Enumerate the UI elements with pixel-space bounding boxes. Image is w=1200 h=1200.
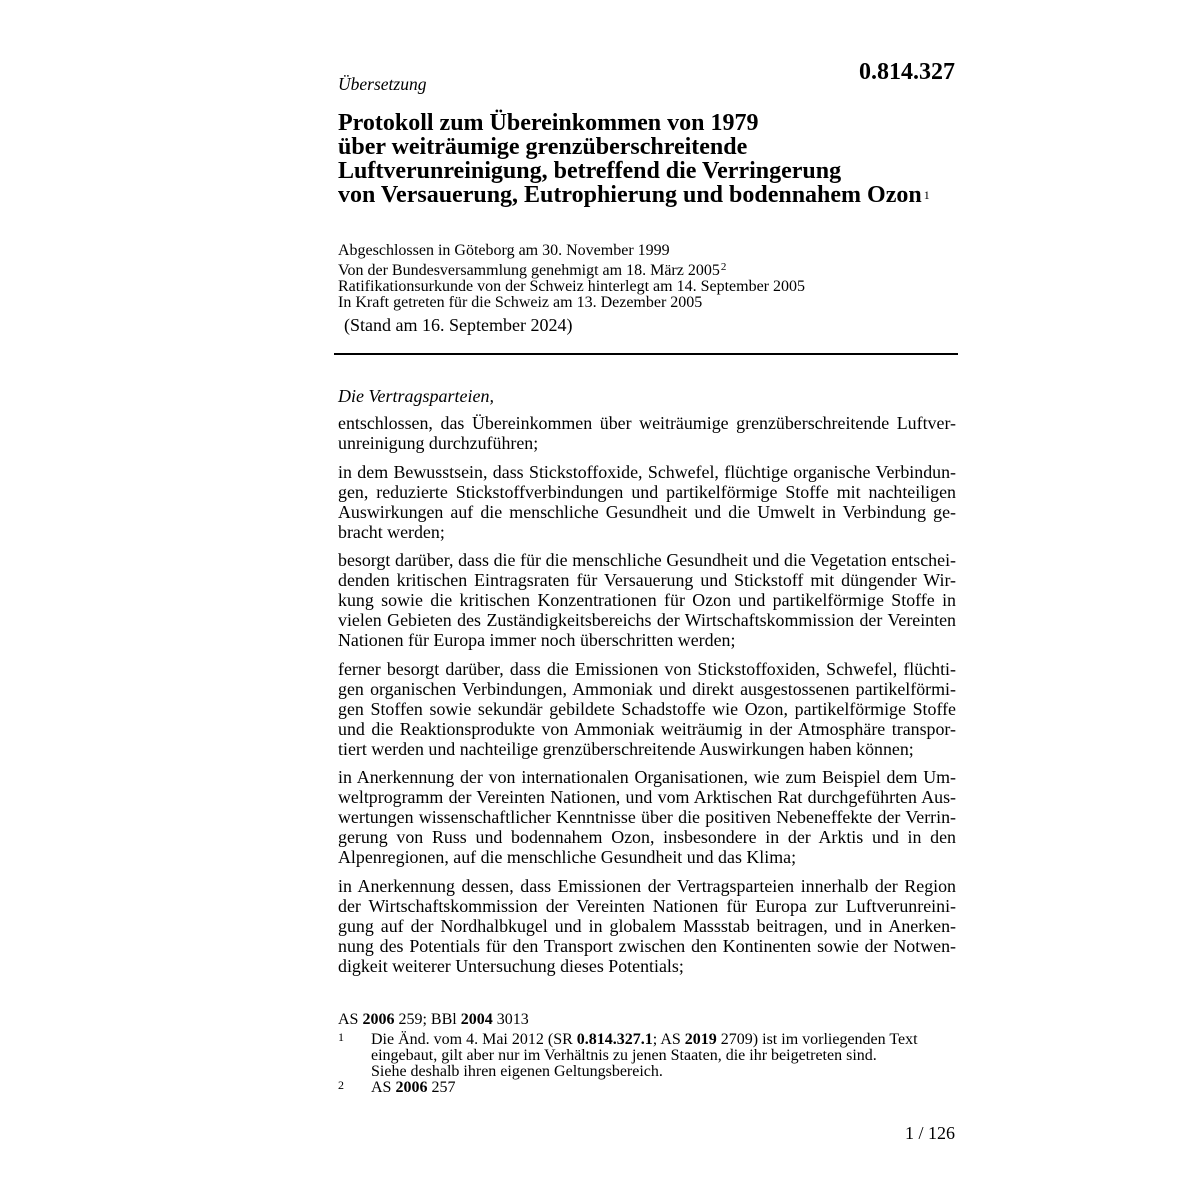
preamble-paragraph (338, 550, 956, 650)
preamble-line: in Anerkennung dessen, dass Emissionen der Vertragsparteien innerhalb der Region (338, 875, 956, 896)
metadata-ratification: Ratifikationsurkunde von der Schweiz hinterlegt am 14. September 2005 (338, 278, 805, 295)
preamble-line: bracht werden; (338, 521, 445, 542)
footnote-number: 1 (338, 1030, 344, 1044)
footnote-number: 2 (338, 1078, 344, 1092)
metadata-approved-text: Von der Bundesversammlung genehmigt am 18. März 2005 (338, 262, 720, 279)
source-year: 2006 (362, 1011, 395, 1028)
preamble-line: weltprogramm der Vereinten Nationen, und vom Arktischen Rat durchgeführten Aus- (338, 787, 956, 808)
title-line-text: von Versauerung, Eutrophierung und bodennahem Ozon (338, 182, 922, 208)
preamble-line: entschlossen, das Übereinkommen über weiträumige grenzüberschreitende Luftver- (338, 413, 956, 433)
preamble-line: kung sowie die kritischen Konzentrationen für Ozon und partikelförmige Stoffe in (338, 590, 956, 611)
source-text: AS (338, 1011, 363, 1028)
source-text: 3013 (492, 1011, 529, 1028)
footnote-year: 2019 (684, 1031, 717, 1048)
source-text: 259; BBl (394, 1011, 461, 1028)
sr-number: 0.814.327 (859, 59, 955, 85)
footnote-year: 2006 (395, 1079, 428, 1096)
footnote-line (371, 1032, 958, 1048)
footnote-item (338, 1032, 958, 1080)
title-line: Luftverunreinigung, betreffend die Verringerung (338, 158, 842, 184)
title-line: Protokoll zum Übereinkommen von 1979 (338, 110, 759, 136)
preamble-line: gen, reduzierte Stickstoffverbindungen und partikelförmige Stoffe mit nachteiligen (338, 481, 956, 502)
preamble-line: und die Reaktionsprodukte von Ammoniak weiträumig in der Atmosphäre transpor- (338, 718, 956, 739)
preamble-line: digkeit weiterer Untersuchung dieses Potentials; (338, 955, 684, 976)
preamble-paragraph (338, 767, 956, 867)
footnote-text: 257 (427, 1079, 456, 1096)
footnote-sr-number: 0.814.327.1 (576, 1031, 653, 1048)
title-line-last (338, 183, 930, 207)
preamble (338, 386, 956, 976)
preamble-line: in Anerkennung der von internationalen Organisationen, wie zum Beispiel dem Um- (338, 767, 956, 788)
preamble-paragraph (338, 876, 956, 976)
metadata-approved (338, 259, 805, 279)
page-number: 1 / 126 (904, 1123, 955, 1143)
title-footnote-ref: 1 (923, 188, 930, 202)
footnote-source (338, 1012, 958, 1028)
preamble-line: denden kritischen Eintragsraten für Versauerung und Stickstoff mit düngender Wir- (338, 570, 956, 591)
preamble-line: der Wirtschaftskommission der Vereinten Nationen für Europa zur Luftverunreini- (338, 895, 956, 916)
footnote-text: ; AS (652, 1031, 685, 1048)
title-line: über weiträumige grenzüberschreitende (338, 134, 748, 160)
footnote-text: Die Änd. vom 4. Mai 2012 (SR (371, 1031, 577, 1048)
preamble-line: besorgt darüber, dass die für die menschliche Gesundheit und die Vegetation entschei- (338, 550, 956, 571)
footnote-line: eingebaut, gilt aber nur im Verhältnis zu jenen Staaten, die ihr beigetreten sind. (371, 1047, 877, 1064)
preamble-line: Nationen für Europa immer noch überschritten werden; (338, 630, 736, 651)
preamble-line: gen organischen Verbindungen, Ammoniak und direkt ausgestossenen partikelförmi- (338, 678, 956, 699)
footnote-text: AS (371, 1079, 396, 1096)
preamble-line: vielen Gebieten des Zuständigkeitsbereichs der Wirtschaftskommission der Vereinten (338, 610, 956, 631)
metadata-approved-footnote-ref: 2 (720, 261, 727, 273)
preamble-line: gung auf der Nordhalbkugel und in globalem Massstab beitragen, und in Anerken- (338, 915, 956, 936)
preamble-line: tiert werden und nachteilige grenzüberschreitende Auswirkungen haben können; (338, 738, 914, 759)
preamble-paragraph (338, 659, 956, 759)
translation-label: Übersetzung (338, 74, 427, 94)
preamble-line: Auswirkungen auf die menschliche Gesundheit und die Umwelt in Verbindung ge- (338, 501, 956, 522)
source-year: 2004 (460, 1011, 493, 1028)
header-divider (334, 353, 958, 355)
preamble-paragraph (338, 462, 956, 542)
footnote-line: Siehe deshalb ihren eigenen Geltungsbereich. (371, 1063, 663, 1080)
metadata-block (338, 243, 805, 311)
preamble-line: Alpenregionen, auf die menschliche Gesundheit und das Klima; (338, 847, 797, 868)
preamble-line: gerung von Russ und bodennahem Ozon, insbesondere in der Arktis und in den (338, 827, 956, 848)
metadata-concluded: Abgeschlossen in Göteborg am 30. November 1999 (338, 242, 670, 259)
document-title (338, 111, 930, 207)
preamble-paragraph (338, 413, 956, 453)
preamble-line: wertungen wissenschaftlicher Kenntnisse über die positiven Nebeneffekte der Verrin- (338, 807, 956, 828)
preamble-line: ferner besorgt darüber, dass die Emissionen von Stickstoffoxiden, Schwefel, flüchti- (338, 658, 956, 679)
footnotes (338, 1012, 958, 1096)
footnote-line (371, 1080, 958, 1096)
preamble-line: nung des Potentials für den Transport zwischen den Kontinenten sowie der Notwen- (338, 935, 956, 956)
preamble-line: gen Stoffen sowie sekundär gebildete Schadstoffe wie Ozon, partikelförmige Stoffe (338, 698, 956, 719)
footnote-text: 2709) ist im vorliegenden Text (716, 1031, 918, 1048)
preamble-heading: Die Vertragsparteien, (338, 386, 494, 406)
preamble-line: unreinigung durchzuführen; (338, 433, 539, 453)
footnote-item (338, 1080, 958, 1096)
preamble-line: in dem Bewusstsein, dass Stickstoffoxide, Schwefel, flüchtige organische Verbindun- (338, 461, 956, 482)
metadata-entry-into-force: In Kraft getreten für die Schweiz am 13. Dezember 2005 (338, 294, 703, 311)
status-date: (Stand am 16. September 2024) (344, 315, 573, 335)
